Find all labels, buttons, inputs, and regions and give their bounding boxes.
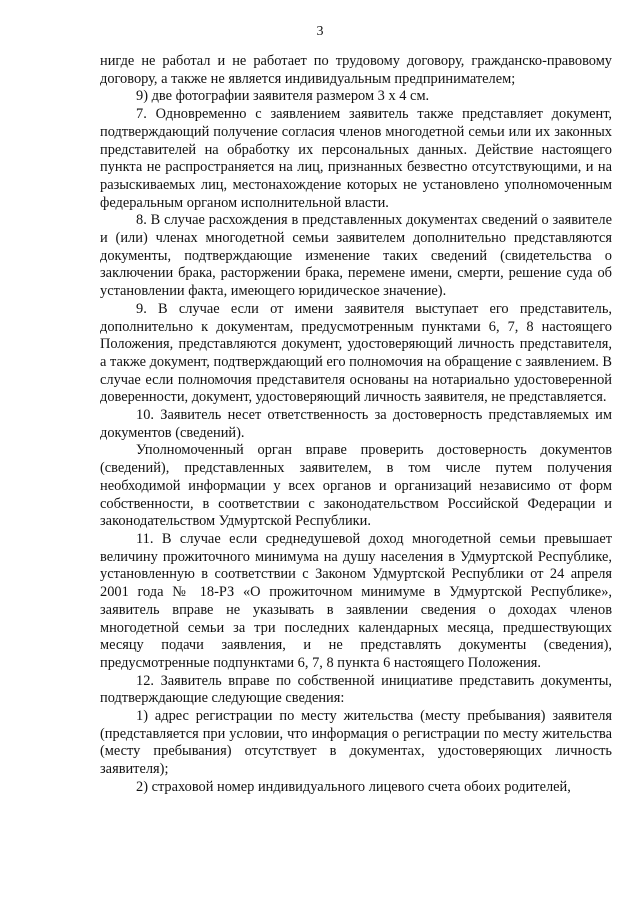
paragraph-item-9-photos: 9) две фотографии заявителя размером 3 х 4 см. [136,88,430,105]
paragraph-continuation: нигде не работал и не работает по трудовому договору, гражданско-правовому договору, а также не является индивидуальным предпринимателем; [100,53,612,87]
paragraph-clause-10: 10. Заявитель несет ответственность за достоверность представляемых им документов (сведений). [100,407,612,441]
paragraph-item-2-insurance-number: 2) страховой номер индивидуального лицевого счета обоих родителей, [136,778,571,795]
paragraph-item-1-address: 1) адрес регистрации по месту жительства (месту пребывания) заявителя (представляется при условии, что информация о регистрации по месту жительства (месту пребывания) отсутствует в документах, удостоверяющих личность заявителя); [100,708,612,778]
paragraph-authorized-body: Уполномоченный орган вправе проверить достоверность документов (сведений), представленных заявителем, в том числе путем получения необходимой информации у всех органов и организаций независимо от форм собственности, в соответствии с законодательством Российской Федерации и законодательством Удмуртской Республики. [100,442,612,530]
document-body [100,53,612,797]
paragraph-clause-11: 11. В случае если среднедушевой доход многодетной семьи превышает величину прожиточного минимума на душу населения в Удмуртской Республике, установленную в соответствии с Законом Удмуртской Республики от 24 апреля 2001 года № 18-РЗ «О прожиточном минимуме в Удмуртской Республике», заявитель вправе не указывать в заявлении сведения о доходах членов многодетной семьи за три последних календарных месяца, предшествующих месяцу подачи заявления, и не представлять документы (сведения), предусмотренные подпунктами 6, 7, 8 пункта 6 настоящего Положения. [100,530,612,671]
paragraph-clause-8: 8. В случае расхождения в представленных документах сведений о заявителе и (или) членах многодетной семьи заявителем дополнительно представляются документы, подтверждающие изменение таких сведений (свидетельства о заключении брака, расторжении брака, перемене имени, смерти, решение суда об установлении факта, имеющего юридическое значение). [100,212,612,300]
page-number: 3 [316,24,324,39]
paragraph-clause-12: 12. Заявитель вправе по собственной инициативе представить документы, подтверждающие следующие сведения: [100,672,612,707]
paragraph-clause-7: 7. Одновременно с заявлением заявитель также представляет документ, подтверждающий получение согласия членов многодетной семьи или их законных представителей на обработку их персональных данных. Действие настоящего пункта не распространяется на лиц, признанных безвестно отсутствующими, и на разыскиваемых лиц, местонахождение которых не установлено уполномоченным федеральным органом исполнительной власти. [100,106,612,211]
paragraph-clause-9: 9. В случае если от имени заявителя выступает его представитель, дополнительно к документам, предусмотренным пунктами 6, 7, 8 настоящего Положения, представляются документ, удостоверяющий личность представителя, а также документ, подтверждающий его полномочия на обращение с заявлением. В случае если полномочия представителя основаны на нотариально удостоверенной доверенности, документ, удостоверяющий личность заявителя, не представляется. [100,300,612,406]
